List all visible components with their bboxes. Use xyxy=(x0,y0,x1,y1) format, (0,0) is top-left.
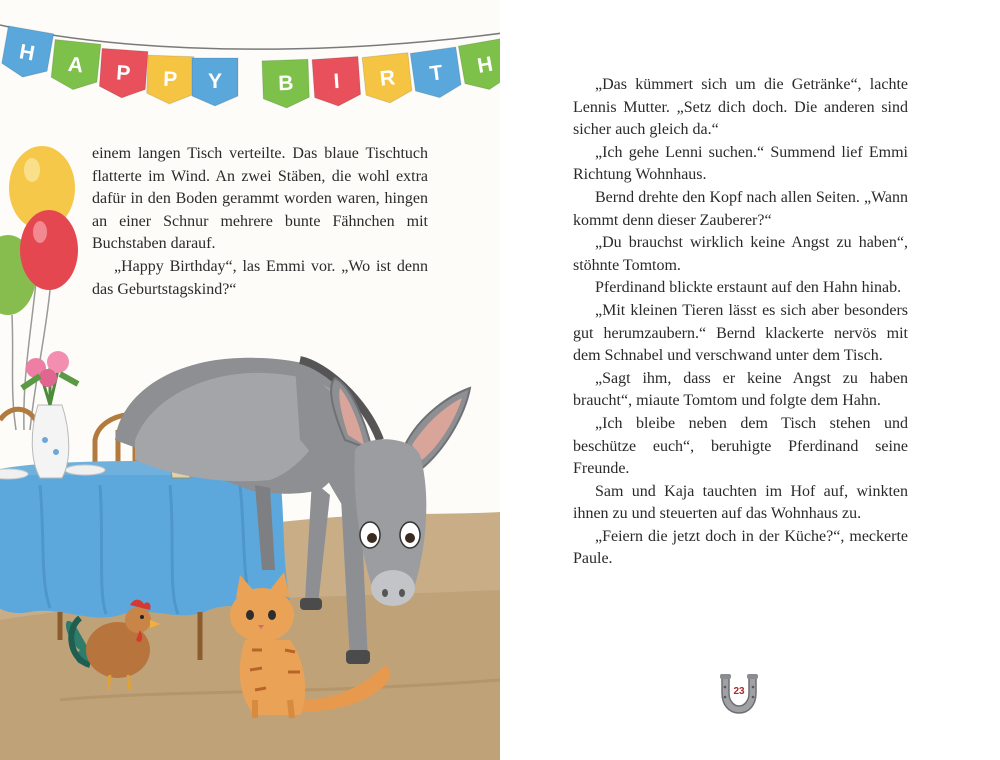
paragraph: „Das kümmert sich um die Getränke“, lachte Lennis Mutter. „Setz dich doch. Die anderen sind sicher auch gleich da.“ xyxy=(573,76,908,139)
banner-letter: P xyxy=(115,61,132,86)
paragraph: Sam und Kaja tauchten im Hof auf, winkten ihnen zu und steuerten auf das Wohnhaus zu. xyxy=(573,482,908,523)
banner-flag xyxy=(410,47,462,101)
banner-letter: Y xyxy=(207,70,223,93)
paragraph: Bernd drehte den Kopf nach allen Seiten. „Wann kommt denn dieser Zauberer?“ xyxy=(573,188,908,229)
banner-letter: A xyxy=(66,53,85,78)
banner-flag xyxy=(0,26,54,81)
paragraph: Pferdinand blickte erstaunt auf den Hahn hinab. xyxy=(595,279,902,297)
banner-flag xyxy=(312,56,361,107)
balloons xyxy=(0,146,78,430)
paragraph: „Ich bleibe neben dem Tisch stehen und beschütze euch“, beruhigte Pferdinand seine Freunde. xyxy=(573,414,908,478)
paragraph: „Happy Birthday“, las Emmi vor. „Wo ist denn das Geburtstagskind?“ xyxy=(92,257,428,298)
banner-flag xyxy=(146,55,194,105)
page-number: 23 xyxy=(733,686,745,697)
banner-letter: I xyxy=(332,69,341,94)
banner-flag xyxy=(50,39,101,92)
banner-flag xyxy=(99,48,148,99)
page-number-badge xyxy=(714,669,764,719)
right-page-text xyxy=(573,74,908,571)
paragraph: einem langen Tisch verteilte. Das blaue Tischtuch flatterte im Wind. An zwei Stäben, die wohl extra dafür in den Boden gerammt worden waren, hingen an einer Schnur mehrere bunte Fähnchen mit Buchstaben darauf. xyxy=(92,145,428,253)
banner-letter: P xyxy=(162,67,178,92)
paragraph: „Feiern die jetzt doch in der Küche?“, meckerte Paule. xyxy=(573,527,908,568)
left-page-text xyxy=(92,143,428,301)
banner-flag xyxy=(262,59,310,109)
paragraph: „Sagt ihm, dass er keine Angst zu haben braucht“, miaute Tomtom und folgte dem Hahn. xyxy=(573,369,908,410)
paragraph: „Du brauchst wirklich keine Angst zu haben“, stöhnte Tomtom. xyxy=(573,234,908,274)
banner-letter: H xyxy=(17,40,37,66)
paragraph: „Mit kleinen Tieren lässt es sich aber besonders gut herumzaubern.“ Bernd klackerte nervös mit dem Schnabel und verschwand unter dem Tisch. xyxy=(573,301,908,365)
paragraph: „Ich gehe Lenni suchen.“ Summend lief Emmi Richtung Wohnhaus. xyxy=(573,143,908,184)
banner-flag xyxy=(192,58,238,106)
banner-flag xyxy=(362,53,413,106)
banner-letter: R xyxy=(378,66,397,91)
banner-letter: T xyxy=(428,61,445,86)
banner-letter: H xyxy=(475,52,495,78)
red-balloon xyxy=(20,210,78,290)
banner-letter: B xyxy=(277,71,294,96)
